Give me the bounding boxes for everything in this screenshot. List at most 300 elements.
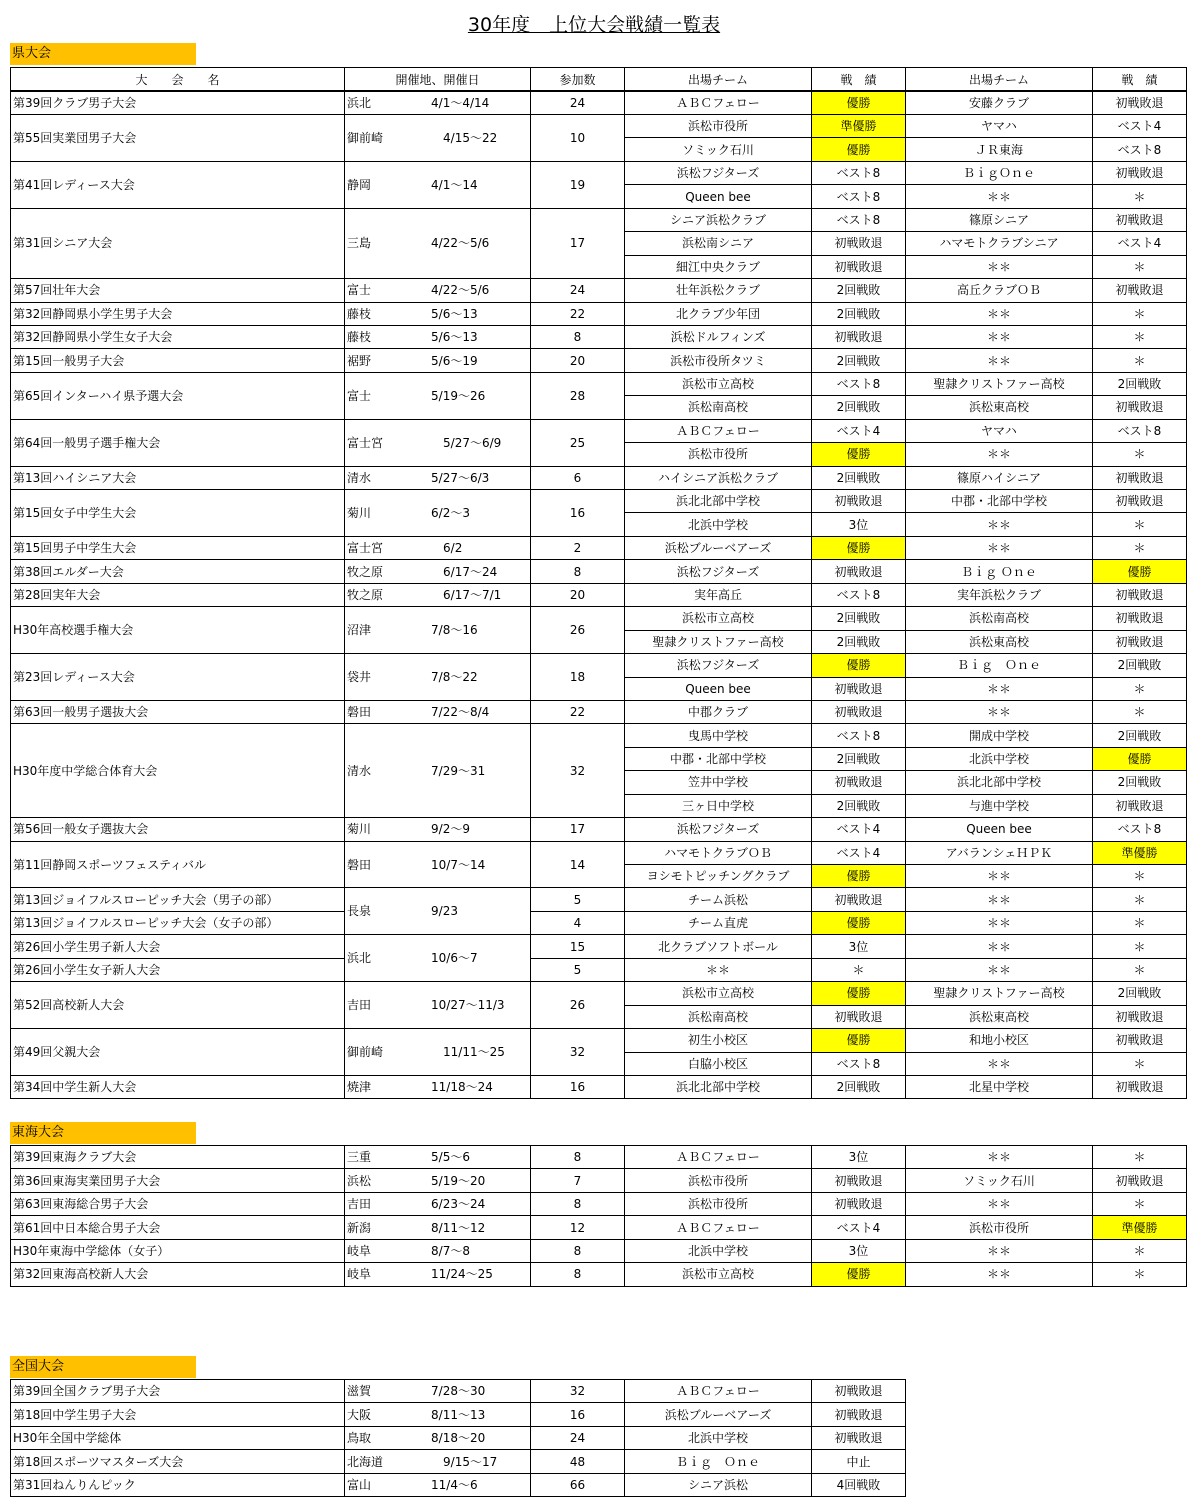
result-cell: 初戦敗退 <box>1093 396 1187 419</box>
table-row <box>11 1216 1187 1239</box>
result-cell: 初戦敗退 <box>812 232 906 255</box>
result-cell: 優勝 <box>812 911 906 934</box>
venue-date <box>345 1146 531 1169</box>
result-cell: ベスト8 <box>812 372 906 395</box>
column-header-count: 参加数 <box>531 68 625 92</box>
result-cell: 優勝 <box>812 536 906 559</box>
participant-count: 16 <box>531 490 625 537</box>
team-cell: Queen bee <box>625 185 812 208</box>
team-cell: 北浜中学校 <box>625 1426 812 1449</box>
tournament-name: H30年全国中学総体 <box>11 1426 345 1449</box>
team-cell: 北星中学校 <box>906 1075 1093 1098</box>
result-cell: ＊ <box>1093 1239 1187 1262</box>
table-row <box>11 1263 1187 1286</box>
team-cell: Ｂｉｇ Ｏｎｅ <box>906 560 1093 583</box>
result-cell: ＊ <box>1093 911 1187 934</box>
result-cell: ＊ <box>1093 1052 1187 1075</box>
result-cell: 優勝 <box>1093 747 1187 770</box>
venue: 吉田 <box>347 998 372 1013</box>
table-row <box>11 560 1187 583</box>
result-cell: ベスト4 <box>812 841 906 864</box>
venue: 静岡 <box>347 177 372 192</box>
result-cell: 2回戦敗 <box>1093 654 1187 677</box>
team-cell: 浜松フジターズ <box>625 560 812 583</box>
date: 4/15～22 <box>443 130 498 145</box>
team-cell: ＊＊ <box>906 888 1093 911</box>
result-cell: 3位 <box>812 1239 906 1262</box>
result-cell: 2回戦敗 <box>812 607 906 630</box>
venue-date <box>345 724 531 818</box>
table-row <box>11 724 1187 747</box>
team-cell: 三ヶ日中学校 <box>625 794 812 817</box>
tournament-name: 第15回女子中学生大会 <box>11 490 345 537</box>
date: 11/4～6 <box>431 1477 478 1492</box>
team-cell: 浜北北部中学校 <box>625 1075 812 1098</box>
tournament-name: 第39回クラブ男子大会 <box>11 91 345 115</box>
venue: 富山 <box>347 1477 372 1492</box>
result-cell: 中止 <box>812 1450 906 1473</box>
venue: 長泉 <box>347 904 372 919</box>
team-cell: 浜松南シニア <box>625 232 812 255</box>
result-cell: ベスト8 <box>1093 419 1187 442</box>
table-row <box>11 818 1187 841</box>
table-row <box>11 372 1187 395</box>
date: 5/19～26 <box>431 388 486 403</box>
result-cell: 優勝 <box>812 982 906 1005</box>
date: 4/1～4/14 <box>431 96 490 110</box>
tournament-name: 第13回ジョイフルスローピッチ大会（女子の部） <box>11 911 345 934</box>
result-cell: 初戦敗退 <box>812 888 906 911</box>
tournament-name: 第64回一般男子選手権大会 <box>11 419 345 466</box>
result-cell: 初戦敗退 <box>812 1426 906 1449</box>
result-cell: ベスト8 <box>812 185 906 208</box>
participant-count: 25 <box>531 419 625 466</box>
participant-count: 24 <box>531 91 625 115</box>
result-cell: ＊ <box>1093 1146 1187 1169</box>
team-cell: 浜松市役所 <box>625 115 812 138</box>
result-cell: 初戦敗退 <box>1093 583 1187 606</box>
result-cell: 2回戦敗 <box>1093 724 1187 747</box>
table-row <box>11 1192 1187 1215</box>
result-cell: ＊ <box>1093 888 1187 911</box>
participant-count: 2 <box>531 536 625 559</box>
team-cell: 篠原シニア <box>906 208 1093 231</box>
team-cell: 浜松ドルフィンズ <box>625 325 812 348</box>
table-row <box>11 1403 906 1426</box>
venue: 北海道 <box>347 1454 384 1469</box>
venue: 浜北 <box>347 951 372 966</box>
team-cell: 北浜中学校 <box>906 747 1093 770</box>
page-title: 30年度 上位大会戦績一覧表 <box>467 14 721 36</box>
team-cell: ハイシニア浜松クラブ <box>625 466 812 489</box>
table-row <box>11 958 1187 981</box>
tournament-name: 第23回レディース大会 <box>11 654 345 701</box>
venue: 岐阜 <box>347 1243 372 1258</box>
venue: 袋井 <box>347 670 372 684</box>
team-cell: ソミック石川 <box>625 138 812 161</box>
result-cell: ベスト4 <box>812 419 906 442</box>
table-row <box>11 1426 906 1449</box>
date: 5/27～6/3 <box>431 470 490 485</box>
venue-date <box>345 1192 531 1215</box>
column-header-team2: 出場チーム <box>906 68 1093 92</box>
participant-count: 8 <box>531 325 625 348</box>
result-cell: 4回戦敗 <box>812 1473 906 1496</box>
venue-date <box>345 1473 531 1496</box>
team-cell: ＊＊ <box>906 185 1093 208</box>
tournament-name: 第57回壮年大会 <box>11 279 345 302</box>
tournament-name: 第39回全国クラブ男子大会 <box>11 1380 345 1403</box>
venue: 沼津 <box>347 623 372 638</box>
team-cell: 浜松東高校 <box>906 1005 1093 1028</box>
team-cell: ＊＊ <box>906 302 1093 325</box>
participant-count: 8 <box>531 560 625 583</box>
result-cell: 初戦敗退 <box>1093 1029 1187 1052</box>
result-cell: ベスト4 <box>1093 115 1187 138</box>
venue: 滋賀 <box>347 1384 372 1399</box>
venue-date <box>345 654 531 701</box>
section-label: 東海大会 <box>10 1122 196 1144</box>
participant-count: 5 <box>531 958 625 981</box>
table-row <box>11 841 1187 864</box>
venue-date <box>345 1075 531 1098</box>
team-cell: ハマモトクラブＯＢ <box>625 841 812 864</box>
participant-count: 14 <box>531 841 625 888</box>
team-cell: ＊＊ <box>906 700 1093 723</box>
participant-count: 28 <box>531 372 625 419</box>
tournament-name: 第18回スポーツマスターズ大会 <box>11 1450 345 1473</box>
venue-date <box>345 372 531 419</box>
team-cell: 和地小校区 <box>906 1029 1093 1052</box>
venue: 磐田 <box>347 857 372 872</box>
participant-count: 26 <box>531 607 625 654</box>
date: 6/2 <box>443 541 463 556</box>
result-cell: 初戦敗退 <box>812 490 906 513</box>
venue-date <box>345 818 531 841</box>
result-cell: 2回戦敗 <box>812 396 906 419</box>
result-cell: ＊ <box>1093 935 1187 958</box>
result-cell: 準優勝 <box>812 115 906 138</box>
team-cell: Queen bee <box>625 677 812 700</box>
result-cell: 初戦敗退 <box>812 255 906 278</box>
date: 10/27～11/3 <box>431 998 505 1013</box>
team-cell: 浜松南高校 <box>625 1005 812 1028</box>
table-row <box>11 161 1187 184</box>
team-cell: 開成中学校 <box>906 724 1093 747</box>
team-cell: ソミック石川 <box>906 1169 1093 1192</box>
team-cell: ヨシモトピッチングクラブ <box>625 865 812 888</box>
team-cell: 実年浜松クラブ <box>906 583 1093 606</box>
date: 7/28～30 <box>431 1384 486 1399</box>
date: 6/17～24 <box>443 564 498 579</box>
date: 6/2～3 <box>431 505 470 520</box>
participant-count: 5 <box>531 888 625 911</box>
result-cell: 初戦敗退 <box>1093 466 1187 489</box>
participant-count: 22 <box>531 700 625 723</box>
result-cell: 初戦敗退 <box>812 1005 906 1028</box>
date: 6/17～7/1 <box>443 587 502 602</box>
result-cell: 初戦敗退 <box>1093 91 1187 115</box>
team-cell: 浜松南高校 <box>625 396 812 419</box>
table-row <box>11 466 1187 489</box>
team-cell: 北クラブ少年団 <box>625 302 812 325</box>
team-cell: ＪＲ東海 <box>906 138 1093 161</box>
team-cell: 北浜中学校 <box>625 513 812 536</box>
venue: 富士宮 <box>347 435 384 450</box>
team-cell: ＊＊ <box>906 1263 1093 1286</box>
venue: 岐阜 <box>347 1267 372 1282</box>
result-cell: 2回戦敗 <box>812 794 906 817</box>
table-row <box>11 1146 1187 1169</box>
header-row <box>11 68 1187 92</box>
result-cell: 初戦敗退 <box>1093 279 1187 302</box>
venue-date <box>345 1403 531 1426</box>
table-row <box>11 1029 1187 1052</box>
table-row <box>11 607 1187 630</box>
team-cell: 篠原ハイシニア <box>906 466 1093 489</box>
team-cell: Ｂｉｇ Ｏｎｅ <box>625 1450 812 1473</box>
team-cell: ＊＊ <box>906 443 1093 466</box>
team-cell: 浜松市役所 <box>625 1192 812 1215</box>
date: 10/6～7 <box>431 951 478 966</box>
result-cell: ベスト4 <box>812 1216 906 1239</box>
result-cell: 優勝 <box>812 865 906 888</box>
result-cell: 準優勝 <box>1093 841 1187 864</box>
team-cell: 浜松市役所 <box>625 1169 812 1192</box>
team-cell: 浜松ブルーベアーズ <box>625 536 812 559</box>
result-cell: 初戦敗退 <box>812 1169 906 1192</box>
result-cell: 2回戦敗 <box>812 349 906 372</box>
team-cell: ＊＊ <box>906 325 1093 348</box>
venue: 牧之原 <box>347 564 384 579</box>
table-row <box>11 1380 906 1403</box>
venue: 藤枝 <box>347 330 372 345</box>
team-cell: 細江中央クラブ <box>625 255 812 278</box>
section-label: 全国大会 <box>10 1356 196 1378</box>
result-cell: ＊ <box>1093 255 1187 278</box>
result-cell: 初戦敗退 <box>1093 1075 1187 1098</box>
venue: 焼津 <box>347 1080 372 1095</box>
table-row <box>11 1450 906 1473</box>
participant-count: 48 <box>531 1450 625 1473</box>
table-row <box>11 982 1187 1005</box>
venue-date <box>345 161 531 208</box>
team-cell: 中郡・北部中学校 <box>625 747 812 770</box>
table-row <box>11 325 1187 348</box>
result-cell: 2回戦敗 <box>1093 372 1187 395</box>
tournament-name: 第31回シニア大会 <box>11 208 345 278</box>
team-cell: ＡＢＣフェロー <box>625 1380 812 1403</box>
team-cell: Queen bee <box>906 818 1093 841</box>
team-cell: 浜松市立高校 <box>625 372 812 395</box>
table-row <box>11 583 1187 606</box>
venue-date <box>345 1239 531 1262</box>
table-row <box>11 115 1187 138</box>
venue-date <box>345 1450 531 1473</box>
result-cell: ベスト4 <box>1093 232 1187 255</box>
date: 4/1～14 <box>431 177 478 192</box>
participant-count: 8 <box>531 1263 625 1286</box>
team-cell: 曳馬中学校 <box>625 724 812 747</box>
table-row <box>11 91 1187 115</box>
result-cell: 優勝 <box>812 1029 906 1052</box>
team-cell: 浜松フジターズ <box>625 654 812 677</box>
venue-date <box>345 560 531 583</box>
result-cell: 初戦敗退 <box>1093 1169 1187 1192</box>
venue: 新潟 <box>347 1220 372 1235</box>
venue-date <box>345 1029 531 1076</box>
team-cell: ＊＊ <box>906 1146 1093 1169</box>
team-cell: ＊＊ <box>906 677 1093 700</box>
team-cell: Ｂｉｇ Ｏｎｅ <box>906 654 1093 677</box>
team-cell: 中郡・北部中学校 <box>906 490 1093 513</box>
participant-count: 32 <box>531 1380 625 1403</box>
team-cell: 浜松東高校 <box>906 396 1093 419</box>
result-cell: ＊ <box>1093 302 1187 325</box>
date: 4/22～5/6 <box>431 236 490 251</box>
date: 5/6～13 <box>431 330 478 345</box>
result-cell: ＊ <box>1093 349 1187 372</box>
venue: 三島 <box>347 236 372 251</box>
team-cell: ヤマハ <box>906 115 1093 138</box>
tournament-name: 第31回ねんりんピック <box>11 1473 345 1496</box>
results-table <box>10 1379 906 1497</box>
date: 8/18～20 <box>431 1431 486 1446</box>
participant-count: 15 <box>531 935 625 958</box>
venue: 磐田 <box>347 705 372 720</box>
venue: 牧之原 <box>347 587 384 602</box>
team-cell: ＊＊ <box>906 349 1093 372</box>
result-cell: 2回戦敗 <box>812 302 906 325</box>
result-cell: 初戦敗退 <box>812 677 906 700</box>
result-cell: ベスト8 <box>812 583 906 606</box>
participant-count: 16 <box>531 1075 625 1098</box>
tournament-name: 第41回レディース大会 <box>11 161 345 208</box>
venue-date <box>345 982 531 1029</box>
result-cell: ＊ <box>1093 677 1187 700</box>
tournament-name: 第15回一般男子大会 <box>11 349 345 372</box>
team-cell: チーム直虎 <box>625 911 812 934</box>
team-cell: 浜松市立高校 <box>625 1263 812 1286</box>
table-row <box>11 1075 1187 1098</box>
table-row <box>11 700 1187 723</box>
result-cell: 3位 <box>812 513 906 536</box>
participant-count: 12 <box>531 1216 625 1239</box>
team-cell: ＊＊ <box>906 1239 1093 1262</box>
column-header-name: 大 会 名 <box>11 68 345 92</box>
tournament-name: H30年東海中学総体（女子） <box>11 1239 345 1262</box>
result-cell: 初戦敗退 <box>1093 490 1187 513</box>
venue-date <box>345 208 531 278</box>
tournament-name: H30年高校選手権大会 <box>11 607 345 654</box>
venue-date <box>345 700 531 723</box>
team-cell: ＊＊ <box>906 513 1093 536</box>
venue: 御前崎 <box>347 1045 384 1059</box>
tournament-name: 第49回父親大会 <box>11 1029 345 1076</box>
result-cell: ＊ <box>1093 958 1187 981</box>
date: 9/15～17 <box>443 1454 498 1469</box>
result-cell: 初戦敗退 <box>1093 1005 1187 1028</box>
result-cell: 初戦敗退 <box>812 325 906 348</box>
date: 7/8～16 <box>431 623 478 638</box>
participant-count: 24 <box>531 279 625 302</box>
venue: 富士宮 <box>347 541 384 556</box>
participant-count: 20 <box>531 349 625 372</box>
result-cell: 初戦敗退 <box>1093 794 1187 817</box>
team-cell: ＊＊ <box>906 1052 1093 1075</box>
team-cell: 北クラブソフトボール <box>625 935 812 958</box>
table-row <box>11 536 1187 559</box>
tournament-name: 第56回一般女子選抜大会 <box>11 818 345 841</box>
venue-date <box>345 1263 531 1286</box>
result-cell: 初戦敗退 <box>1093 208 1187 231</box>
table-row <box>11 888 1187 911</box>
venue-date <box>345 536 531 559</box>
date: 7/29～31 <box>431 763 486 778</box>
participant-count: 8 <box>531 1146 625 1169</box>
result-cell: ベスト8 <box>1093 138 1187 161</box>
venue-date <box>345 302 531 325</box>
tournament-name: 第15回男子中学生大会 <box>11 536 345 559</box>
tournament-name: 第52回高校新人大会 <box>11 982 345 1029</box>
team-cell: 安藤クラブ <box>906 91 1093 115</box>
tournament-name: 第55回実業団男子大会 <box>11 115 345 162</box>
tournament-name: 第39回東海クラブ大会 <box>11 1146 345 1169</box>
venue-date <box>345 935 531 982</box>
tournament-name: 第38回エルダー大会 <box>11 560 345 583</box>
participant-count: 32 <box>531 1029 625 1076</box>
venue-date <box>345 1426 531 1449</box>
participant-count: 17 <box>531 208 625 278</box>
tournament-name: 第32回静岡県小学生女子大会 <box>11 325 345 348</box>
result-cell: 優勝 <box>812 138 906 161</box>
result-cell: ＊ <box>1093 1263 1187 1286</box>
tournament-name: 第32回静岡県小学生男子大会 <box>11 302 345 325</box>
tournament-name: 第34回中学生新人大会 <box>11 1075 345 1098</box>
result-cell: 2回戦敗 <box>812 279 906 302</box>
venue: 裾野 <box>347 353 372 368</box>
venue: 藤枝 <box>347 306 372 321</box>
team-cell: 浜北北部中学校 <box>625 490 812 513</box>
team-cell: ＊＊ <box>906 911 1093 934</box>
result-cell: 優勝 <box>812 91 906 115</box>
team-cell: 浜松フジターズ <box>625 818 812 841</box>
result-cell: 優勝 <box>812 654 906 677</box>
result-cell: 初戦敗退 <box>812 1403 906 1426</box>
column-header-team1: 出場チーム <box>625 68 812 92</box>
result-cell: ベスト8 <box>1093 818 1187 841</box>
participant-count: 18 <box>531 654 625 701</box>
date: 5/6～13 <box>431 306 478 321</box>
date: 8/11～12 <box>431 1220 486 1235</box>
team-cell: 浜松フジターズ <box>625 161 812 184</box>
participant-count: 7 <box>531 1169 625 1192</box>
date: 8/7～8 <box>431 1243 470 1258</box>
tournament-name: 第63回東海総合男子大会 <box>11 1192 345 1215</box>
venue-date <box>345 1216 531 1239</box>
result-cell: 2回戦敗 <box>812 747 906 770</box>
tournament-name: 第13回ジョイフルスローピッチ大会（男子の部） <box>11 888 345 911</box>
column-header-venue: 開催地、開催日 <box>345 68 531 92</box>
team-cell: 浜松市立高校 <box>625 607 812 630</box>
result-cell: 初戦敗退 <box>812 1192 906 1215</box>
table-row <box>11 490 1187 513</box>
venue-date <box>345 279 531 302</box>
participant-count: 16 <box>531 1403 625 1426</box>
tournament-name: 第26回小学生男子新人大会 <box>11 935 345 958</box>
tournament-name: H30年度中学総合体育大会 <box>11 724 345 818</box>
venue-date <box>345 325 531 348</box>
